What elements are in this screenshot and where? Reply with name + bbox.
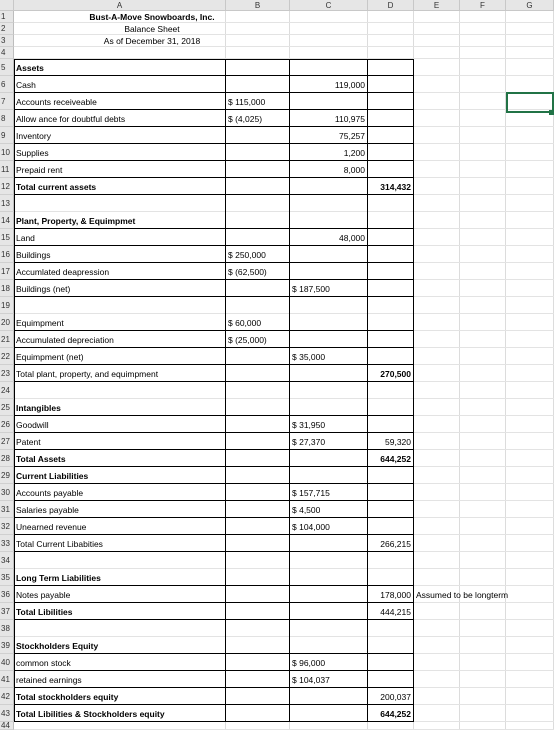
table-border bbox=[14, 619, 414, 620]
table-border bbox=[14, 228, 414, 229]
cell-a14[interactable]: Plant, Property, & Equimpmet bbox=[16, 215, 136, 226]
table-border bbox=[14, 160, 414, 161]
cell-a25[interactable]: Intangibles bbox=[16, 402, 61, 413]
row-header-28[interactable]: 28 bbox=[0, 450, 14, 467]
table-border bbox=[14, 721, 414, 722]
row-header-23[interactable]: 23 bbox=[0, 365, 14, 382]
cell-d42[interactable]: 200,037 bbox=[380, 691, 411, 702]
cell-d37[interactable]: 444,215 bbox=[380, 606, 411, 617]
table-border bbox=[14, 143, 414, 144]
cell-e36[interactable]: Assumed to be longterm bbox=[416, 589, 509, 600]
cell-a21[interactable]: Accumulated depreciation bbox=[16, 334, 114, 345]
cell-a3[interactable]: As of December 31, 2018 bbox=[103, 36, 201, 46]
table-border bbox=[14, 245, 414, 246]
row-header-39[interactable]: 39 bbox=[0, 637, 14, 654]
table-border bbox=[14, 551, 414, 552]
column-header-e[interactable]: E bbox=[414, 0, 460, 11]
row-header-19[interactable]: 19 bbox=[0, 297, 14, 314]
cell-c30[interactable]: $ 157,715 bbox=[292, 487, 330, 498]
table-border bbox=[14, 59, 15, 722]
cell-a1[interactable]: Bust-A-Move Snowboards, Inc. bbox=[89, 12, 215, 22]
column-header-b[interactable]: B bbox=[226, 0, 290, 11]
table-border bbox=[14, 92, 414, 93]
sheet-row bbox=[14, 47, 554, 59]
row-header-36[interactable]: 36 bbox=[0, 586, 14, 603]
cell-a43[interactable]: Total Libilities & Stockholders equity bbox=[16, 708, 165, 719]
cell-a10[interactable]: Supplies bbox=[16, 147, 49, 158]
table-border bbox=[225, 59, 226, 722]
table-border bbox=[14, 466, 414, 467]
row-header-8[interactable]: 8 bbox=[0, 110, 14, 127]
cell-a30[interactable]: Accounts payable bbox=[16, 487, 84, 498]
row-header-12[interactable]: 12 bbox=[0, 178, 14, 195]
cell-a42[interactable]: Total stockholders equity bbox=[16, 691, 119, 702]
row-header-27[interactable]: 27 bbox=[0, 433, 14, 450]
cell-d33[interactable]: 266,215 bbox=[380, 538, 411, 549]
cell-c27[interactable]: $ 27,370 bbox=[292, 436, 326, 447]
table-border bbox=[14, 177, 414, 178]
row-header-31[interactable]: 31 bbox=[0, 501, 14, 518]
sheet-row bbox=[14, 552, 554, 569]
cell-a40[interactable]: common stock bbox=[16, 657, 71, 668]
cell-c40[interactable]: $ 96,000 bbox=[292, 657, 326, 668]
cell-b16[interactable]: $ 250,000 bbox=[228, 249, 266, 260]
table-border bbox=[14, 534, 414, 535]
row-header-35[interactable]: 35 bbox=[0, 569, 14, 586]
row-header-42[interactable]: 42 bbox=[0, 688, 14, 705]
table-border bbox=[14, 449, 414, 450]
cell-b21[interactable]: $ (25,000) bbox=[228, 334, 267, 345]
row-header-24[interactable]: 24 bbox=[0, 382, 14, 399]
cell-a20[interactable]: Equimpment bbox=[16, 317, 64, 328]
column-header-a[interactable]: A bbox=[14, 0, 226, 11]
cell-a37[interactable]: Total Libilities bbox=[16, 606, 73, 617]
table-border bbox=[14, 415, 414, 416]
table-border bbox=[14, 653, 414, 654]
cell-a8[interactable]: Allow ance for doubtful debts bbox=[16, 113, 126, 124]
row-header-29[interactable]: 29 bbox=[0, 467, 14, 484]
cell-a5[interactable]: Assets bbox=[16, 62, 44, 73]
cell-a7[interactable]: Accounts receiveable bbox=[16, 96, 97, 107]
cell-a41[interactable]: retained earnings bbox=[16, 674, 82, 685]
cell-a15[interactable]: Land bbox=[16, 232, 35, 243]
cell-a35[interactable]: Long Term Liabilities bbox=[16, 572, 101, 583]
table-border bbox=[14, 517, 414, 518]
row-header-22[interactable]: 22 bbox=[0, 348, 14, 365]
row-header-11[interactable]: 11 bbox=[0, 161, 14, 178]
cell-d28[interactable]: 644,252 bbox=[380, 453, 411, 464]
cell-a16[interactable]: Buildings bbox=[16, 249, 51, 260]
row-header-9[interactable]: 9 bbox=[0, 127, 14, 144]
cell-a6[interactable]: Cash bbox=[16, 79, 36, 90]
row-header-44[interactable]: 44 bbox=[0, 722, 14, 730]
row-header-14[interactable]: 14 bbox=[0, 212, 14, 229]
sheet-row bbox=[14, 382, 554, 399]
table-border bbox=[14, 330, 414, 331]
row-header-43[interactable]: 43 bbox=[0, 705, 14, 722]
sheet-row bbox=[14, 195, 554, 212]
cell-c11[interactable]: 8,000 bbox=[343, 164, 365, 175]
cell-c41[interactable]: $ 104,037 bbox=[292, 674, 330, 685]
column-header-d[interactable]: D bbox=[368, 0, 414, 11]
table-border bbox=[14, 347, 414, 348]
cell-a11[interactable]: Prepaid rent bbox=[16, 164, 63, 175]
column-header-g[interactable]: G bbox=[506, 0, 554, 11]
cell-a26[interactable]: Goodwill bbox=[16, 419, 49, 430]
cell-c31[interactable]: $ 4,500 bbox=[292, 504, 321, 515]
row-header-20[interactable]: 20 bbox=[0, 314, 14, 331]
cell-a9[interactable]: Inventory bbox=[16, 130, 51, 141]
select-all-corner[interactable] bbox=[0, 0, 14, 11]
cell-d27[interactable]: 59,320 bbox=[385, 436, 411, 447]
table-border bbox=[14, 126, 414, 127]
row-header-18[interactable]: 18 bbox=[0, 280, 14, 297]
column-header-c[interactable]: C bbox=[290, 0, 368, 11]
row-header-33[interactable]: 33 bbox=[0, 535, 14, 552]
table-border bbox=[289, 59, 290, 722]
table-border bbox=[14, 500, 414, 501]
row-header-26[interactable]: 26 bbox=[0, 416, 14, 433]
cell-a32[interactable]: Unearned revenue bbox=[16, 521, 87, 532]
cell-a2[interactable]: Balance Sheet bbox=[124, 24, 180, 34]
cell-a23[interactable]: Total plant, property, and equimpment bbox=[16, 368, 159, 379]
table-border bbox=[367, 59, 368, 722]
table-border bbox=[14, 109, 414, 110]
table-border bbox=[413, 59, 414, 722]
cell-c9[interactable]: 75,257 bbox=[339, 130, 365, 141]
cell-c22[interactable]: $ 35,000 bbox=[292, 351, 326, 362]
cell-a36[interactable]: Notes payable bbox=[16, 589, 71, 600]
cell-b20[interactable]: $ 60,000 bbox=[228, 317, 262, 328]
table-border bbox=[14, 279, 414, 280]
row-header-17[interactable]: 17 bbox=[0, 263, 14, 280]
cell-b7[interactable]: $ 115,000 bbox=[228, 96, 266, 107]
cell-a12[interactable]: Total current assets bbox=[16, 181, 97, 192]
cell-a33[interactable]: Total Current Libabities bbox=[16, 538, 103, 549]
cell-a29[interactable]: Current Liabilities bbox=[16, 470, 89, 481]
cell-a39[interactable]: Stockholders Equity bbox=[16, 640, 99, 651]
row-header-7[interactable]: 7 bbox=[0, 93, 14, 110]
cell-a17[interactable]: Accumlated deapression bbox=[16, 266, 110, 277]
table-border bbox=[14, 670, 414, 671]
cell-c15[interactable]: 48,000 bbox=[339, 232, 365, 243]
table-border bbox=[14, 381, 414, 382]
table-border bbox=[14, 483, 414, 484]
cell-a31[interactable]: Salaries payable bbox=[16, 504, 79, 515]
row-header-37[interactable]: 37 bbox=[0, 603, 14, 620]
cell-d12[interactable]: 314,432 bbox=[380, 181, 411, 192]
sheet-row bbox=[14, 722, 554, 730]
row-header-6[interactable]: 6 bbox=[0, 76, 14, 93]
row-header-16[interactable]: 16 bbox=[0, 246, 14, 263]
row-header-2[interactable]: 2 bbox=[0, 23, 14, 35]
sheet-row bbox=[14, 620, 554, 637]
cell-d43[interactable]: 644,252 bbox=[380, 708, 411, 719]
row-header-21[interactable]: 21 bbox=[0, 331, 14, 348]
row-header-5[interactable]: 5 bbox=[0, 59, 14, 76]
cell-b8[interactable]: $ (4,025) bbox=[228, 113, 263, 124]
cell-d36[interactable]: 178,000 bbox=[380, 589, 411, 600]
table-border bbox=[14, 704, 414, 705]
row-header-34[interactable]: 34 bbox=[0, 552, 14, 569]
table-border bbox=[14, 194, 414, 195]
cell-c8[interactable]: 110,975 bbox=[334, 113, 365, 124]
column-header-f[interactable]: F bbox=[460, 0, 506, 11]
cell-a18[interactable]: Buildings (net) bbox=[16, 283, 71, 294]
cell-b17[interactable]: $ (62,500) bbox=[228, 266, 267, 277]
row-header-25[interactable]: 25 bbox=[0, 399, 14, 416]
row-header-41[interactable]: 41 bbox=[0, 671, 14, 688]
active-cell-selection[interactable] bbox=[506, 92, 554, 113]
table-border bbox=[14, 364, 414, 365]
row-header-38[interactable]: 38 bbox=[0, 620, 14, 637]
row-header-32[interactable]: 32 bbox=[0, 518, 14, 535]
table-border bbox=[14, 585, 414, 586]
table-border bbox=[14, 432, 414, 433]
table-border bbox=[14, 687, 414, 688]
cell-c26[interactable]: $ 31,950 bbox=[292, 419, 326, 430]
row-header-4[interactable]: 4 bbox=[0, 47, 14, 59]
cell-a22[interactable]: Equimpment (net) bbox=[16, 351, 84, 362]
row-header-1[interactable]: 1 bbox=[0, 11, 14, 23]
table-border bbox=[14, 75, 414, 76]
row-header-40[interactable]: 40 bbox=[0, 654, 14, 671]
row-header-10[interactable]: 10 bbox=[0, 144, 14, 161]
row-header-15[interactable]: 15 bbox=[0, 229, 14, 246]
cell-a27[interactable]: Patent bbox=[16, 436, 41, 447]
cell-c18[interactable]: $ 187,500 bbox=[292, 283, 330, 294]
row-header-30[interactable]: 30 bbox=[0, 484, 14, 501]
table-border bbox=[14, 602, 414, 603]
row-header-3[interactable]: 3 bbox=[0, 35, 14, 47]
table-border bbox=[14, 59, 414, 60]
cell-c6[interactable]: 119,000 bbox=[334, 79, 365, 90]
table-border bbox=[14, 296, 414, 297]
cell-d23[interactable]: 270,500 bbox=[380, 368, 411, 379]
cell-c32[interactable]: $ 104,000 bbox=[292, 521, 330, 532]
cell-a28[interactable]: Total Assets bbox=[16, 453, 66, 464]
row-header-13[interactable]: 13 bbox=[0, 195, 14, 212]
sheet-row bbox=[14, 297, 554, 314]
fill-handle[interactable] bbox=[549, 110, 554, 115]
cell-c10[interactable]: 1,200 bbox=[343, 147, 365, 158]
table-border bbox=[14, 262, 414, 263]
